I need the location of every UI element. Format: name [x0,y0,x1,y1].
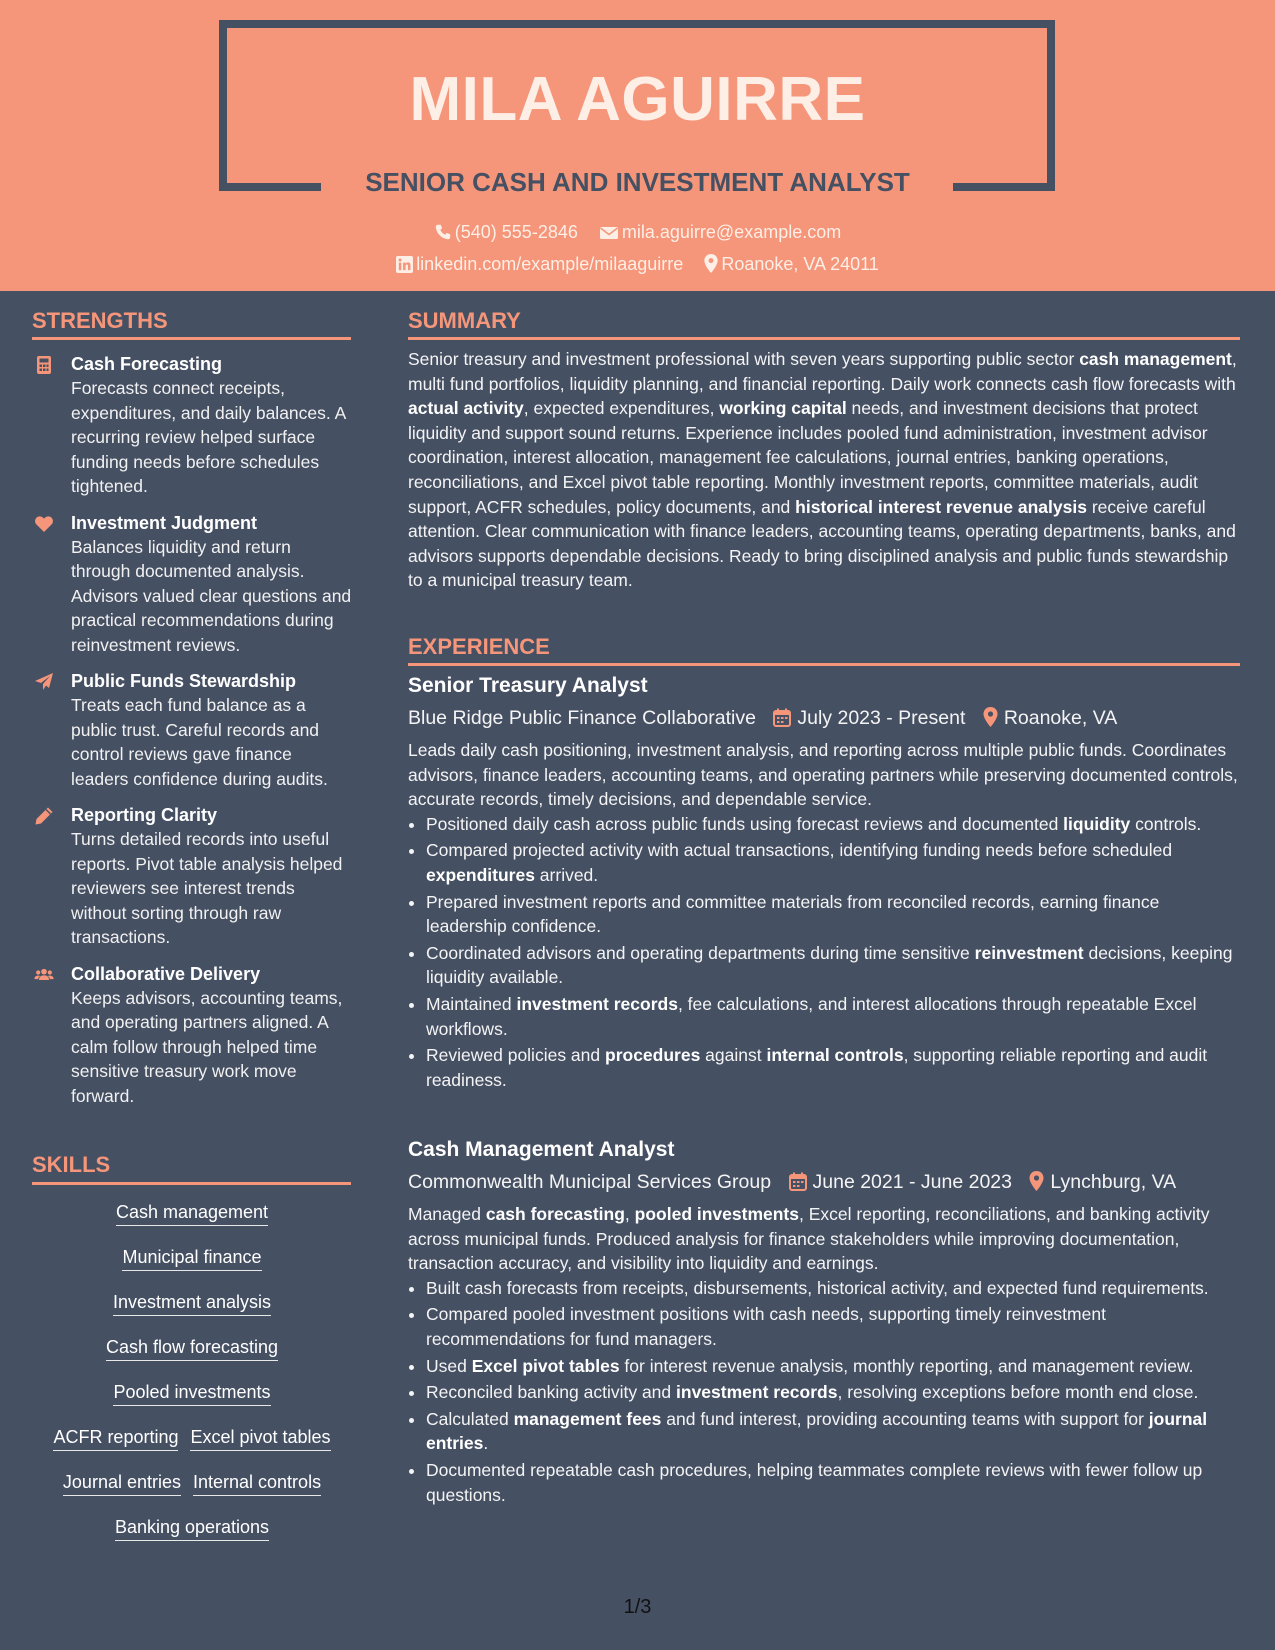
users-icon [34,965,54,985]
job-bullet: • Reconciled banking activity and investment records, resolving exceptions before month end close. [426,1380,1240,1405]
summary-paragraph: Senior treasury and investment professional with seven years supporting public sector cash management, multi fund portfolios, liquidity planning, and financial reporting. Daily work connects cash flow forecasts with actual activity, expected expenditures, working capital needs, and investment decisions that protect liquidity and support sound returns. Experience includes pooled fund administration, investment advisor coordination, interest allocation, management fee calculations, journal entries, banking operations, reconciliations, and Excel pivot table reporting. Monthly investment reports, committee materials, audit support, ACFR schedules, policy documents, and historical interest revenue analysis receive careful attention. Clear communication with finance leaders, accounting teams, operating departments, banks, and advisors supports dependable decisions. Ready to bring disciplined analysis and public funds stewardship to a municipal treasury team. [408,349,1237,591]
map-pin-icon [983,707,998,727]
skill-tag: Municipal finance [122,1245,261,1271]
strength-title: Collaborative Delivery [71,963,261,984]
phone-contact[interactable] [434,220,578,244]
job-bullet: • Maintained investment records, fee calculations, and interest allocations through repeatable Excel workflows. [426,992,1240,1041]
bold-keyword: expenditures [426,864,535,885]
skill-tag: Internal controls [193,1470,321,1496]
skill-tag: Investment analysis [113,1290,271,1316]
skill-tag: ACFR reporting [53,1425,178,1451]
email-contact[interactable] [599,220,841,244]
company-name: Commonwealth Municipal Services Group [408,1171,772,1193]
bold-keyword: reinvestment [974,942,1084,963]
strengths-divider [32,337,351,340]
linkedin-icon [396,256,413,273]
job-location: Roanoke, VA [1003,707,1118,729]
skills-list [32,1200,352,1560]
bold-keyword: investment records [516,993,678,1014]
email-text: mila.aguirre@example.com [621,222,842,242]
strength-title: Public Funds Stewardship [71,671,297,691]
contact-row-1 [0,220,1275,244]
job-bullet: • Prepared investment reports and committee materials from reconciled records, earning finance leadership confidence. [426,890,1240,939]
skill-tag: Cash flow forecasting [106,1335,278,1361]
strengths-heading: STRENGTHS [32,308,168,333]
job-meta [408,1168,1240,1196]
job-location: Lynchburg, VA [1050,1171,1177,1193]
bold-keyword: journal entries [426,1408,1208,1454]
strength-item [32,352,352,499]
linkedin-contact[interactable] [396,252,683,276]
job-bullet: • Reviewed policies and procedures against internal controls, supporting reliable reporting and audit readiness. [426,1043,1240,1092]
job-bullet: • Documented repeatable cash procedures, helping teammates complete reviews with fewer follow up questions. [426,1458,1240,1507]
bold-keyword: cash forecasting [485,1204,625,1224]
strength-description: Forecasts connect receipts, expenditures, and daily balances. A recurring review helped surface funding needs before schedules tightened. [71,378,346,496]
bold-keyword: actual activity [408,398,524,419]
skills-heading: SKILLS [32,1152,111,1177]
job-title: Cash Management Analyst [408,1138,675,1161]
job-bullet: • Coordinated advisors and operating departments during time sensitive reinvestment decisions, keeping liquidity available. [426,941,1240,990]
phone-text: (540) 555-2846 [454,222,578,242]
job-title: Senior Treasury Analyst [408,674,648,697]
map-pin-icon [704,254,718,273]
job-bullet: • Used Excel pivot tables for interest revenue analysis, monthly reporting, and management review. [426,1354,1240,1379]
calendar-icon [789,1172,807,1191]
heart-icon [34,514,54,534]
map-pin-icon [1029,1171,1044,1191]
job-bullet: • Compared projected activity with actual transactions, identifying funding needs before scheduled expenditures arrived. [426,838,1240,887]
strength-item [32,511,352,658]
location-contact [704,252,878,276]
location-text: Roanoke, VA 24011 [721,254,879,274]
job-bullet: • Built cash forecasts from receipts, disbursements, historical activity, and expected fund requirements. [426,1276,1240,1301]
strength-item [32,803,352,950]
job-bullet: • Positioned daily cash across public funds using forecast reviews and documented liquidity controls. [426,812,1240,837]
candidate-title: SENIOR CASH AND INVESTMENT ANALYST [365,167,910,197]
company-name: Blue Ridge Public Finance Collaborative [408,707,756,729]
skill-tag: Journal entries [63,1470,181,1496]
resume-header [0,0,1275,291]
calculator-icon [34,355,54,375]
skill-tag: Cash management [116,1200,268,1226]
summary-divider [408,337,1240,340]
bold-keyword: working capital [719,398,847,419]
linkedin-text: linkedin.com/example/milaaguirre [416,254,684,274]
strength-description: Treats each fund balance as a public trust. Careful records and control reviews gave finance leaders confidence during audits. [71,695,328,789]
header-frame-top [219,20,1055,28]
bold-keyword: historical interest revenue analysis [795,496,1087,517]
strength-item [32,962,352,1109]
strength-description: Keeps advisors, accounting teams, and operating partners aligned. A calm follow through helped time sensitive treasury work move forward. [71,987,343,1106]
skills-divider [32,1182,351,1185]
job-bullet: • Calculated management fees and fund interest, providing accounting teams with support for journal entries. [426,1407,1240,1456]
job-entry [408,1136,1240,1509]
experience-heading: EXPERIENCE [408,634,550,659]
strength-description: Turns detailed records into useful reports. Pivot table analysis helped reviewers see interest trends without sorting through raw transactions. [71,829,343,947]
phone-icon [434,223,452,241]
bold-keyword: investment records [676,1382,838,1403]
job-bullets [408,812,1240,1093]
bold-keyword: liquidity [1063,813,1131,834]
page-number: 1/3 [623,1596,652,1618]
strength-item [32,669,352,791]
job-dates: June 2021 - June 2023 [812,1171,1012,1193]
skill-tag: Excel pivot tables [190,1425,330,1451]
calendar-icon [773,708,791,727]
job-entry [408,672,1240,1094]
job-dates: July 2023 - Present [797,707,966,729]
skill-tag: Banking operations [115,1515,269,1541]
job-description: Managed cash forecasting, pooled investments, Excel reporting, reconciliations, and banking activity across municipal funds. Produced analysis for finance stakeholders while improving documentation, transaction accuracy, and visibility into liquidity and earnings. [408,1204,1210,1274]
summary-heading: SUMMARY [408,308,521,333]
strengths-list [32,352,352,1120]
strength-description: Balances liquidity and return through documented analysis. Advisors valued clear questions and practical recommendations during reinvestment reviews. [71,536,352,655]
bold-keyword: cash management [1079,349,1232,369]
bold-keyword: procedures [605,1045,701,1066]
paper-plane-icon [34,672,54,692]
bold-keyword: internal controls [766,1045,904,1066]
job-meta [408,704,1240,732]
strength-title: Investment Judgment [71,512,258,533]
strength-title: Reporting Clarity [71,805,218,825]
job-description: Leads daily cash positioning, investment analysis, and reporting across multiple public funds. Coordinates advisors, finance leaders, accounting teams, and operating partners while preserving documented controls, accurate records, timely decisions, and dependable service. [408,740,1238,810]
job-bullet: • Compared pooled investment positions with cash needs, supporting timely reinvestment recommendations for fund managers. [426,1302,1240,1351]
pencil-icon [34,806,54,826]
skill-tag: Pooled investments [113,1380,270,1406]
envelope-icon [599,225,619,241]
job-bullets [408,1276,1240,1507]
strength-title: Cash Forecasting [71,354,223,374]
bold-keyword: pooled investments [634,1204,799,1224]
bold-keyword: Excel pivot tables [471,1355,620,1376]
bold-keyword: management fees [513,1408,662,1429]
candidate-name: MILA AGUIRRE [409,65,866,134]
contact-row-2 [0,252,1275,276]
experience-divider [408,663,1240,666]
